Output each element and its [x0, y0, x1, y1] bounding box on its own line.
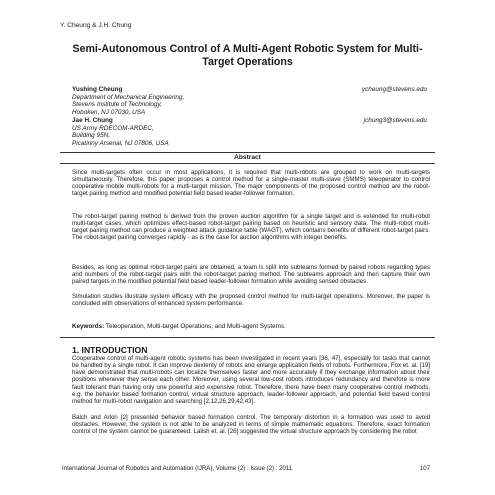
- author-email: jchung3@stevens.edu: [363, 117, 427, 124]
- author-affiliation-line: US Army RDECOM-ARDEC,: [72, 124, 154, 132]
- keywords-text: Teleoperation, Multi-target Operations, and Multi-agent Systems.: [105, 323, 286, 330]
- abstract-paragraph: The robot-target pairing method is derived from the proven auction algorithm for a single target and is extended for multi-robot multi-target cases, which optimizes effect-based robot-target pairing based on heuristic and sensory data. The multi-robot multi-target pairing method can produce a weighted attack guidance table (WAGT), which contains benefits of different robot-target pairs. The robot-target pairing converges rapidly - as is the case for auction algorithms with integer benefits.: [72, 213, 430, 242]
- author-affiliation-line: Department of Mechanical Engineering,: [72, 93, 185, 101]
- author-name: Jae H. Chung: [72, 117, 113, 124]
- abstract-paragraph: Since multi-targets often occur in most applications, it is required that multi-robots are grouped to work on multi-targets simultaneously. Therefore, this paper proposes a control method for a single-master multi-slave (SMMS) teleoperator to control cooperative mobile multi-robots for a multi-target mission. The major components of the proposed control method are the robot-target pairing method and modified potential field based leader-follower formation.: [72, 169, 430, 198]
- abstract-heading-rule: [60, 163, 435, 164]
- keywords-bottom-rule: [60, 337, 435, 338]
- abstract-heading: Abstract: [234, 154, 261, 161]
- author-affiliation-line: Hoboken, NJ 07030, USA: [72, 108, 146, 116]
- running-head: Y. Cheung & J.H. Chung: [60, 22, 132, 29]
- paper-title: Semi-Autonomous Control of A Multi-Agent Robotic System for Multi-Target Operations: [72, 43, 423, 68]
- author-affiliation-line: Building 95N,: [72, 132, 111, 140]
- body-paragraph: Balch and Arkin [2] presented behavior based formation control. The temporary distortion in a formation was used to avoid obstacles. However, the system is not able to be analyzed in terms of simple mathematic equations. Therefore, exact formation control of the system cannot be guaranteed. Lalish et. al. [26] suggested the virtual structure approach by considering the robot: [72, 414, 430, 436]
- author-affiliation-line: Stevens Institute of Technology,: [72, 101, 162, 109]
- abstract-paragraph: Simulation studies illustrate system efficacy with the proposed control method for multi-target operations. Moreover, the paper is concluded with observations of enhanced system performance.: [72, 293, 430, 308]
- abstract-paragraph: Besides, as long as optimal robot-target pairs are obtained, a team is split into subteams formed by paired robots regarding types and numbers of the robot-target pairs with the robot-target pairing method. The subteams approach and then capture their own paired targets in the modified potential field based leader-follower formation while avoiding sensed obstacles.: [72, 264, 430, 286]
- author-block-1: [72, 86, 427, 116]
- page-number: 107: [419, 465, 430, 472]
- author-email: ycheung@stevens.edu: [361, 86, 427, 93]
- author-block-2: [72, 117, 427, 147]
- keywords-label: Keywords:: [72, 323, 105, 330]
- footer-journal: International Journal of Robotics and Automation (IJRA), Volume (2) : Issue (2) : 2011: [62, 465, 293, 472]
- keywords: [72, 323, 430, 330]
- section-heading: 1. INTRODUCTION: [72, 345, 148, 355]
- abstract-top-rule: [60, 152, 435, 153]
- body-paragraph: Cooperative control of multi-agent robotic systems has been investigated in recent years [36, 47], especially for tasks that cannot be handled by a single robot. It can improve dexterity of robots and enlarge application fields of robots. Furthermore, Fox et. al. [19] have demonstrated that multi-robots can localize themselves faster and more accurately if they exchange information about their positions whenever they sense each other. Moreover, using several low-cost robots introduces redundancy and therefore is more fault tolerant than having only one powerful and expensive robot. Therefore, there have been many cooperative control methods, e.g. the behavior based formation control, virtual structure approach, leader-follower approach, and potential field based control method for multi-robot navigation and searching [2,12,26,29,42,43].: [72, 355, 430, 405]
- author-name: Yushing Cheung: [72, 86, 123, 93]
- author-affiliation-line: Picatinny Arsenal, NJ 07806, USA: [72, 139, 169, 147]
